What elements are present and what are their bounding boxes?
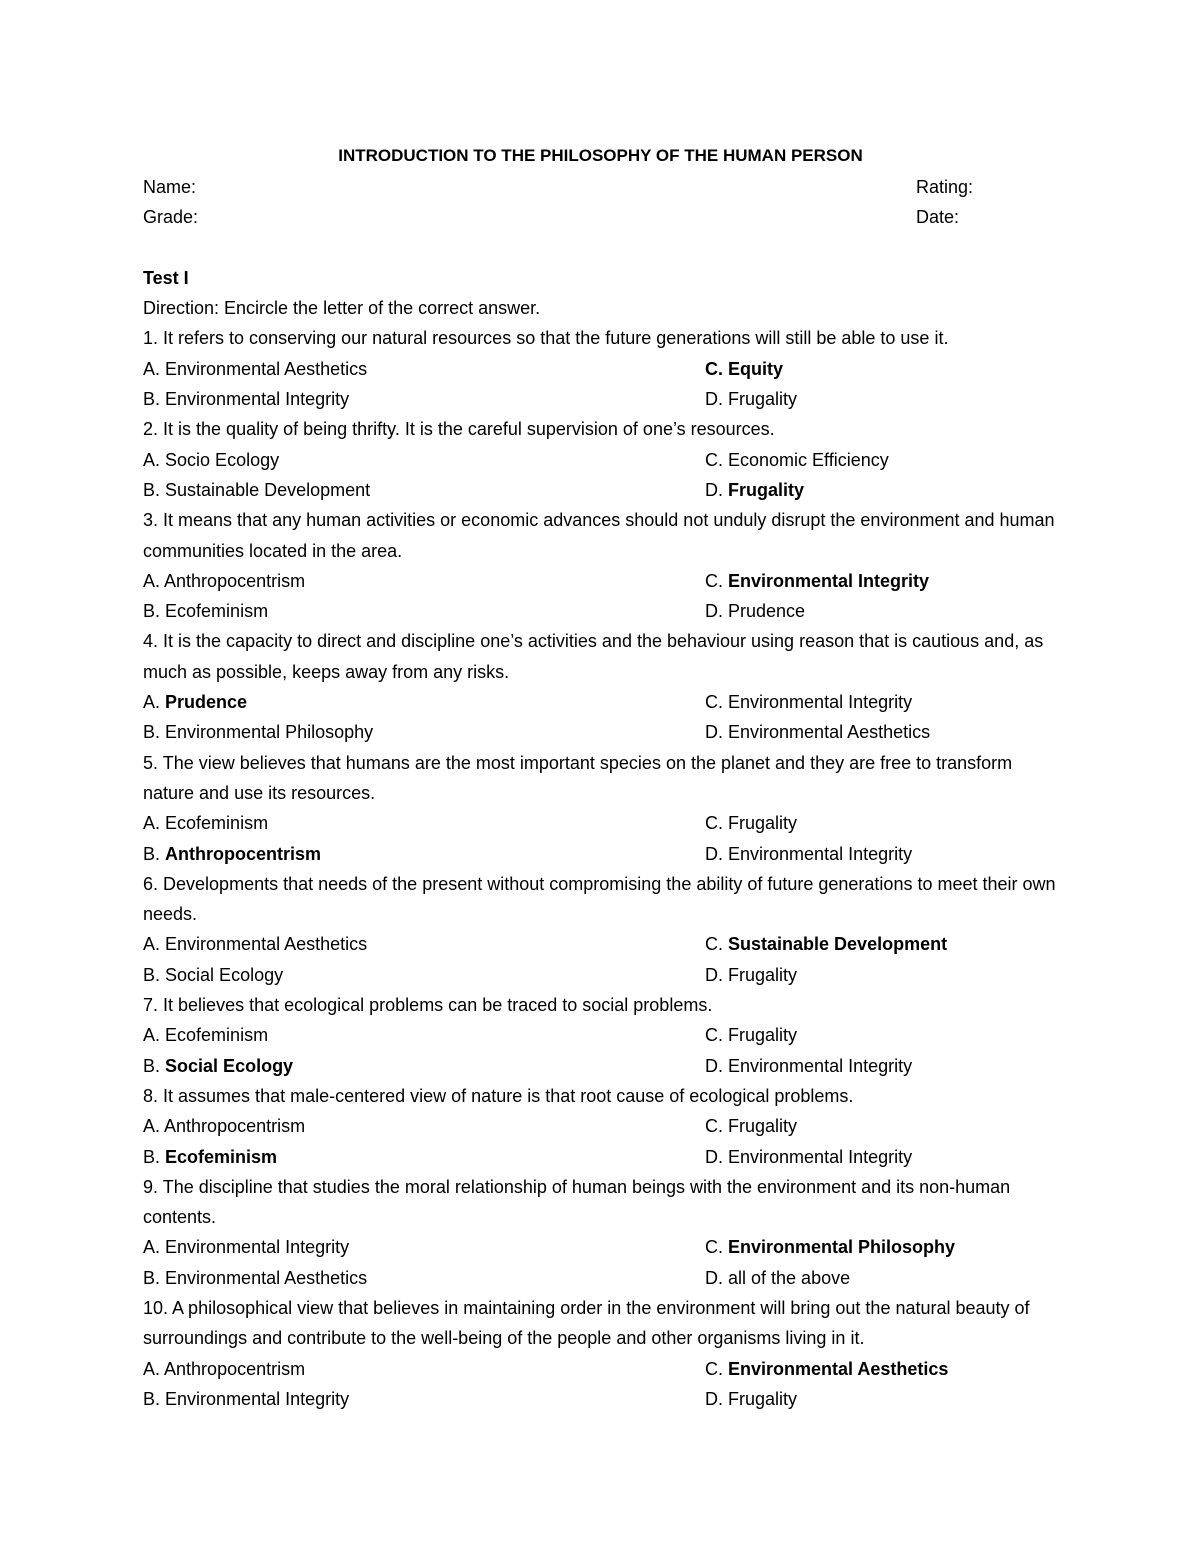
- question-stem: [143, 1293, 1058, 1354]
- question-stem: [143, 323, 1058, 353]
- option-text: all of the above: [728, 1267, 851, 1288]
- option-text: Frugality: [728, 479, 805, 500]
- question-5: [143, 748, 1058, 869]
- grade-label: Grade:: [143, 207, 199, 228]
- question-number: 2.: [143, 419, 159, 440]
- option-text: Anthropocentrism: [165, 843, 322, 864]
- option-letter: C.: [705, 570, 723, 591]
- option-letter: D.: [705, 722, 723, 743]
- option-letter: B.: [143, 389, 161, 410]
- question-number: 4.: [143, 631, 159, 652]
- question-stem: [143, 748, 1058, 809]
- option-text: Frugality: [728, 1388, 798, 1409]
- option-text: Environmental Integrity: [728, 570, 930, 591]
- option-text: Social Ecology: [165, 964, 284, 985]
- option-row: [143, 1384, 1058, 1414]
- option-text: Sustainable Development: [728, 934, 948, 955]
- option-row: [143, 839, 1058, 869]
- question-text: The view believes that humans are the most important species on the planet and they are free to transform nature and use its resources.: [143, 752, 1013, 803]
- option-text: Socio Ecology: [165, 449, 280, 470]
- option-b[interactable]: [143, 1051, 705, 1081]
- option-letter: C.: [705, 358, 723, 379]
- option-d[interactable]: [705, 1051, 1058, 1081]
- option-row: [143, 1020, 1058, 1050]
- option-b[interactable]: [143, 1142, 705, 1172]
- option-text: Ecofeminism: [165, 813, 269, 834]
- option-letter: A.: [143, 1025, 161, 1046]
- option-text: Environmental Integrity: [165, 1237, 350, 1258]
- option-letter: A.: [143, 1237, 161, 1258]
- option-letter: C.: [705, 1358, 723, 1379]
- question-stem: [143, 1081, 1058, 1111]
- question-6: [143, 869, 1058, 990]
- question-number: 9.: [143, 1176, 159, 1197]
- document-title: INTRODUCTION TO THE PHILOSOPHY OF THE HUMAN PERSON: [338, 146, 863, 165]
- option-text: Environmental Aesthetics: [165, 1267, 368, 1288]
- option-letter: D.: [705, 389, 723, 410]
- option-row: [143, 566, 1058, 596]
- question-text: A philosophical view that believes in maintaining order in the environment will bring out the natural beauty of surroundings and contribute to the well-being of the people and other organisms living in it.: [143, 1297, 1030, 1349]
- option-b[interactable]: [143, 717, 705, 747]
- option-text: Environmental Aesthetics: [728, 722, 931, 743]
- direction-text: Direction: Encircle the letter of the correct answer.: [143, 298, 541, 319]
- option-b[interactable]: [143, 475, 705, 505]
- question-text: It refers to conserving our natural resources so that the future generations will still be able to use it.: [163, 328, 949, 349]
- date-label: Date:: [916, 207, 960, 228]
- rating-label: Rating:: [916, 177, 974, 197]
- option-letter: D.: [705, 1055, 723, 1076]
- option-letter: C.: [705, 1237, 723, 1258]
- question-number: 1.: [143, 328, 159, 349]
- question-stem: [143, 990, 1058, 1020]
- option-text: Environmental Integrity: [165, 1388, 350, 1409]
- option-row: [143, 1051, 1058, 1081]
- question-number: 5.: [143, 752, 159, 773]
- option-letter: B.: [143, 1267, 161, 1288]
- option-text: Ecofeminism: [165, 1146, 278, 1167]
- option-a[interactable]: [143, 687, 705, 717]
- name-label: Name:: [143, 177, 197, 197]
- option-d[interactable]: [705, 839, 1058, 869]
- option-text: Frugality: [728, 389, 798, 410]
- option-text: Ecofeminism: [165, 601, 269, 622]
- question-3: [143, 505, 1058, 626]
- option-text: Environmental Aesthetics: [165, 934, 368, 955]
- option-letter: D.: [705, 1146, 723, 1167]
- option-b[interactable]: [143, 839, 705, 869]
- option-text: Anthropocentrism: [164, 1116, 306, 1137]
- option-text: Environmental Integrity: [728, 692, 913, 713]
- option-d[interactable]: [705, 384, 1058, 414]
- option-letter: B.: [143, 1388, 161, 1409]
- worksheet-page: [143, 142, 1058, 1414]
- option-text: Environmental Integrity: [728, 1146, 913, 1167]
- header-row-2: [143, 202, 1058, 232]
- option-text: Prudence: [165, 692, 248, 713]
- question-stem: [143, 1172, 1058, 1233]
- option-d[interactable]: [705, 475, 1058, 505]
- option-c[interactable]: [705, 687, 1058, 717]
- option-text: Anthropocentrism: [164, 570, 306, 591]
- option-text: Economic Efficiency: [728, 449, 889, 470]
- option-letter: D.: [705, 1388, 723, 1409]
- question-number: 3.: [143, 510, 159, 531]
- option-letter: D.: [705, 1267, 723, 1288]
- option-b[interactable]: [143, 1384, 705, 1414]
- option-letter: A.: [143, 813, 161, 834]
- question-1: [143, 323, 1058, 414]
- question-2: [143, 414, 1058, 505]
- question-8: [143, 1081, 1058, 1172]
- question-stem: [143, 505, 1058, 566]
- option-a[interactable]: [143, 566, 705, 596]
- question-number: 7.: [143, 995, 159, 1016]
- option-letter: D.: [705, 601, 723, 622]
- option-letter: A.: [143, 570, 161, 591]
- option-letter: D.: [705, 843, 723, 864]
- option-text: Sustainable Development: [165, 479, 371, 500]
- question-text: It assumes that male-centered view of nature is that root cause of ecological problems.: [163, 1085, 854, 1106]
- option-c[interactable]: [705, 445, 1058, 475]
- option-letter: B.: [143, 964, 161, 985]
- option-letter: C.: [705, 692, 723, 713]
- question-number: 8.: [143, 1085, 159, 1106]
- option-text: Frugality: [728, 1116, 798, 1137]
- option-b[interactable]: [143, 960, 705, 990]
- option-b[interactable]: [143, 596, 705, 626]
- option-text: Equity: [728, 358, 784, 379]
- option-a[interactable]: [143, 929, 705, 959]
- header-row-1: [143, 172, 1058, 202]
- option-d[interactable]: [705, 1263, 1058, 1293]
- option-letter: B.: [143, 1055, 161, 1076]
- option-letter: C.: [705, 813, 723, 834]
- option-letter: D.: [705, 964, 723, 985]
- option-row: [143, 1263, 1058, 1293]
- question-stem: [143, 626, 1058, 687]
- option-text: Ecofeminism: [165, 1025, 269, 1046]
- question-number: 10.: [143, 1297, 169, 1318]
- option-letter: B.: [143, 722, 161, 743]
- option-text: Environmental Aesthetics: [165, 358, 368, 379]
- spacer: [143, 233, 1058, 263]
- option-c[interactable]: [705, 1020, 1058, 1050]
- option-row: [143, 717, 1058, 747]
- option-d[interactable]: [705, 1384, 1058, 1414]
- question-text: The discipline that studies the moral relationship of human beings with the environment and its non-human contents.: [143, 1176, 1011, 1228]
- option-c[interactable]: [705, 566, 1058, 596]
- option-c[interactable]: [705, 1354, 1058, 1384]
- option-row: [143, 475, 1058, 505]
- option-text: Frugality: [728, 813, 798, 834]
- option-row: [143, 596, 1058, 626]
- option-letter: A.: [143, 1116, 161, 1137]
- question-text: It means that any human activities or economic advances should not unduly disrupt the environment and human communities located in the area.: [143, 510, 1055, 561]
- option-d[interactable]: [705, 596, 1058, 626]
- option-text: Frugality: [728, 1025, 798, 1046]
- option-d[interactable]: [705, 1142, 1058, 1172]
- option-letter: A.: [143, 934, 161, 955]
- option-letter: B.: [143, 601, 161, 622]
- option-row: [143, 445, 1058, 475]
- option-letter: C.: [705, 1116, 723, 1137]
- option-text: Social Ecology: [165, 1055, 294, 1076]
- option-letter: C.: [705, 934, 723, 955]
- option-c[interactable]: [705, 1111, 1058, 1141]
- question-text: It is the quality of being thrifty. It is the careful supervision of one’s resources.: [163, 419, 775, 440]
- option-row: [143, 960, 1058, 990]
- option-d[interactable]: [705, 960, 1058, 990]
- option-letter: B.: [143, 479, 161, 500]
- option-b[interactable]: [143, 1263, 705, 1293]
- option-text: Frugality: [728, 964, 798, 985]
- option-text: Environmental Philosophy: [165, 722, 374, 743]
- option-letter: B.: [143, 1146, 161, 1167]
- question-text: Developments that needs of the present without compromising the ability of future generations to meet their own needs.: [143, 873, 1056, 925]
- option-a[interactable]: [143, 1232, 705, 1262]
- option-letter: A.: [143, 692, 161, 713]
- option-letter: C.: [705, 449, 723, 470]
- option-a[interactable]: [143, 808, 705, 838]
- question-number: 6.: [143, 873, 159, 894]
- option-c[interactable]: [705, 929, 1058, 959]
- option-text: Environmental Integrity: [165, 389, 350, 410]
- option-letter: A.: [143, 358, 161, 379]
- option-row: [143, 929, 1058, 959]
- option-a[interactable]: [143, 1020, 705, 1050]
- option-text: Environmental Philosophy: [728, 1237, 956, 1258]
- option-text: Prudence: [728, 601, 806, 622]
- test-label: Test I: [143, 267, 189, 288]
- question-7: [143, 990, 1058, 1081]
- option-letter: C.: [705, 1025, 723, 1046]
- option-c[interactable]: [705, 1232, 1058, 1262]
- option-row: [143, 1232, 1058, 1262]
- option-text: Anthropocentrism: [164, 1358, 306, 1379]
- option-row: [143, 687, 1058, 717]
- option-row: [143, 1142, 1058, 1172]
- question-text: It believes that ecological problems can be traced to social problems.: [163, 995, 713, 1016]
- option-letter: B.: [143, 843, 161, 864]
- option-row: [143, 1354, 1058, 1384]
- option-letter: D.: [705, 479, 723, 500]
- option-text: Environmental Integrity: [728, 1055, 913, 1076]
- option-row: [143, 384, 1058, 414]
- option-row: [143, 354, 1058, 384]
- question-9: [143, 1172, 1058, 1293]
- option-row: [143, 1111, 1058, 1141]
- question-text: It is the capacity to direct and discipline one’s activities and the behaviour using reason that is cautious and, as much as possible, keeps away from any risks.: [143, 631, 1044, 682]
- option-letter: A.: [143, 1358, 161, 1379]
- option-b[interactable]: [143, 384, 705, 414]
- option-c[interactable]: [705, 354, 1058, 384]
- option-d[interactable]: [705, 717, 1058, 747]
- option-a[interactable]: [143, 354, 705, 384]
- question-10: [143, 1293, 1058, 1414]
- question-stem: [143, 414, 1058, 444]
- option-text: Environmental Aesthetics: [728, 1358, 949, 1379]
- option-text: Environmental Integrity: [728, 843, 913, 864]
- option-letter: A.: [143, 449, 161, 470]
- question-stem: [143, 869, 1058, 930]
- question-4: [143, 626, 1058, 747]
- option-c[interactable]: [705, 808, 1058, 838]
- option-a[interactable]: [143, 1111, 705, 1141]
- option-a[interactable]: [143, 1354, 705, 1384]
- option-a[interactable]: [143, 445, 705, 475]
- option-row: [143, 808, 1058, 838]
